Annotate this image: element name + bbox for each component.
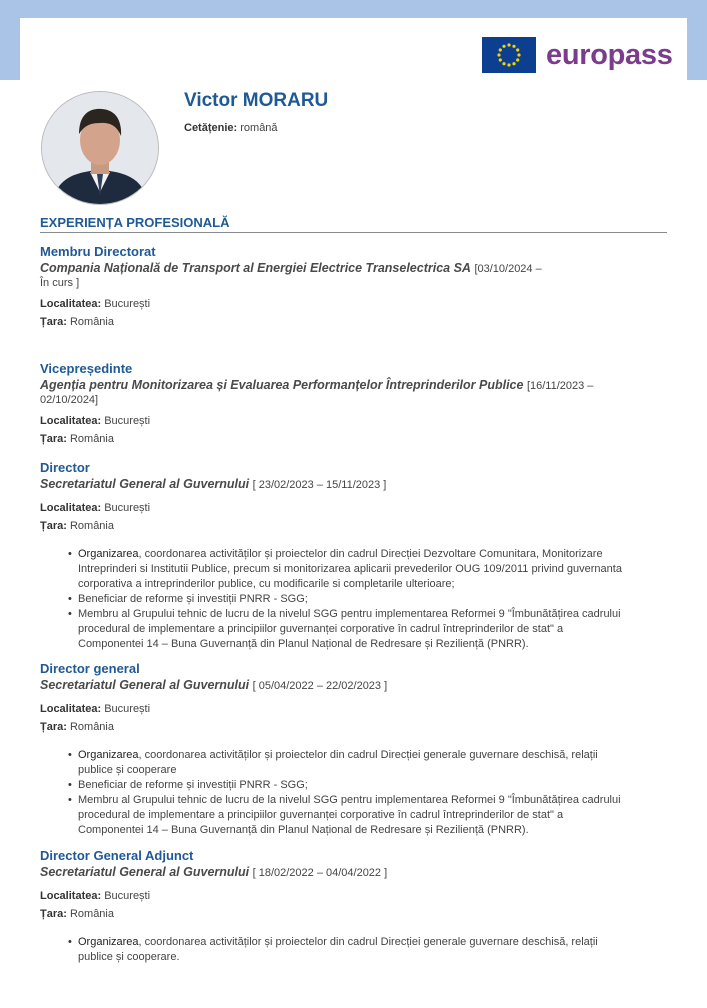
list-item: • Beneficiar de reforme și investiții PNRR - SGG; — [68, 592, 667, 607]
job-dates-cont: 02/10/2024] — [40, 394, 99, 406]
job-employer: Agenția pentru Monitorizarea și Evaluarea Performanțelor Întreprinderilor Publice — [40, 378, 524, 392]
job-locality: Localitatea: București — [40, 415, 151, 427]
avatar — [41, 91, 159, 205]
list-item: • Membru al Grupului tehnic de lucru de la nivelul SGG pentru implementarea Reformei 9 "Îmbunătățirea cadrului procedural de implementare a principiilor guvernanței corporative în cadrul întreprinderilor de stat" a Componentei 14 – Buna Guvernanță din Planul Național de Redresare și Reziliență (PNRR). — [68, 607, 667, 652]
citizenship-label: Cetățenie: — [184, 122, 238, 134]
job-locality: Localitatea: București — [40, 502, 151, 514]
job-employer: Compania Națională de Transport al Energiei Electrice Transelectrica SA — [40, 261, 471, 275]
job-title: Director General Adjunct — [40, 848, 194, 863]
job-employer-line — [40, 864, 667, 881]
job-dates-cont: În curs ] — [40, 277, 80, 289]
list-item: • Organizarea, coordonarea activităților și proiectelor din cadrul Direcției generale guvernare deschisă, relații publice și cooperare. — [68, 935, 667, 965]
job-title: Vicepreședinte — [40, 361, 133, 376]
list-item: • Organizarea, coordonarea activităților și proiectelor din cadrul Direcției generale guvernare deschisă, relații publice și cooperare — [68, 748, 667, 778]
eu-flag-icon — [482, 37, 536, 73]
job-employer: Secretariatul General al Guvernului — [40, 865, 250, 879]
job-employer-line — [40, 677, 667, 694]
job-locality: Localitatea: București — [40, 890, 151, 902]
list-item: • Organizarea, coordonarea activităților și proiectelor din cadrul Direcției Dezvoltare Comunitara, Monitorizare Intreprinderi si Institutii Publice, precum si monitorizarea aplicarii prevederilor OUG 109/2011 privind guvernanta corporativa a intreprinderilor publice, cu modificarile si completarile ulterioare; — [68, 547, 667, 592]
citizenship — [184, 122, 278, 134]
job-dates: [ 23/02/2023 – 15/11/2023 ] — [252, 479, 387, 491]
job-country: Țara: România — [40, 721, 114, 733]
duties-list — [40, 547, 667, 652]
job-employer-line — [40, 476, 667, 493]
job-title: Membru Directorat — [40, 244, 156, 259]
citizenship-value: română — [240, 122, 278, 134]
job-employer-line — [40, 260, 667, 277]
job-title: Director — [40, 460, 90, 475]
job-dates: [03/10/2024 – — [474, 263, 542, 275]
job-dates: [ 05/04/2022 – 22/02/2023 ] — [252, 680, 388, 692]
duties-list — [40, 748, 667, 838]
job-employer: Secretariatul General al Guvernului — [40, 678, 250, 692]
job-country: Țara: România — [40, 520, 114, 532]
list-item: • Membru al Grupului tehnic de lucru de la nivelul SGG pentru implementarea Reformei 9 "Îmbunătățirea cadrului procedural de implementare a principiilor guvernanței corporative în cadrul întreprinderilor de stat" a Componentei 14 – Buna Guvernanță din Planul Național de Redresare și Reziliență (PNRR). — [68, 793, 667, 838]
job-title: Director general — [40, 661, 140, 676]
section-title: EXPERIENȚA PROFESIONALĂ — [40, 215, 667, 233]
job-employer: Secretariatul General al Guvernului — [40, 477, 250, 491]
job-country: Țara: România — [40, 908, 114, 920]
europass-wordmark: europass — [546, 38, 673, 71]
job-locality: Localitatea: București — [40, 703, 151, 715]
job-entry — [40, 460, 667, 652]
job-dates: [16/11/2023 – — [526, 380, 594, 392]
job-entry — [40, 361, 667, 446]
europass-logo — [482, 37, 673, 73]
job-country: Țara: România — [40, 433, 114, 445]
job-locality: Localitatea: București — [40, 298, 151, 310]
duties-list — [40, 935, 667, 965]
person-name: Victor MORARU — [184, 90, 329, 111]
job-dates: [ 18/02/2022 – 04/04/2022 ] — [252, 867, 388, 879]
job-country: Țara: România — [40, 316, 114, 328]
job-employer-line — [40, 377, 667, 394]
job-entry — [40, 848, 667, 965]
list-item: • Beneficiar de reforme și investiții PNRR - SGG; — [68, 778, 667, 793]
job-entry — [40, 661, 667, 838]
job-entry — [40, 244, 667, 329]
